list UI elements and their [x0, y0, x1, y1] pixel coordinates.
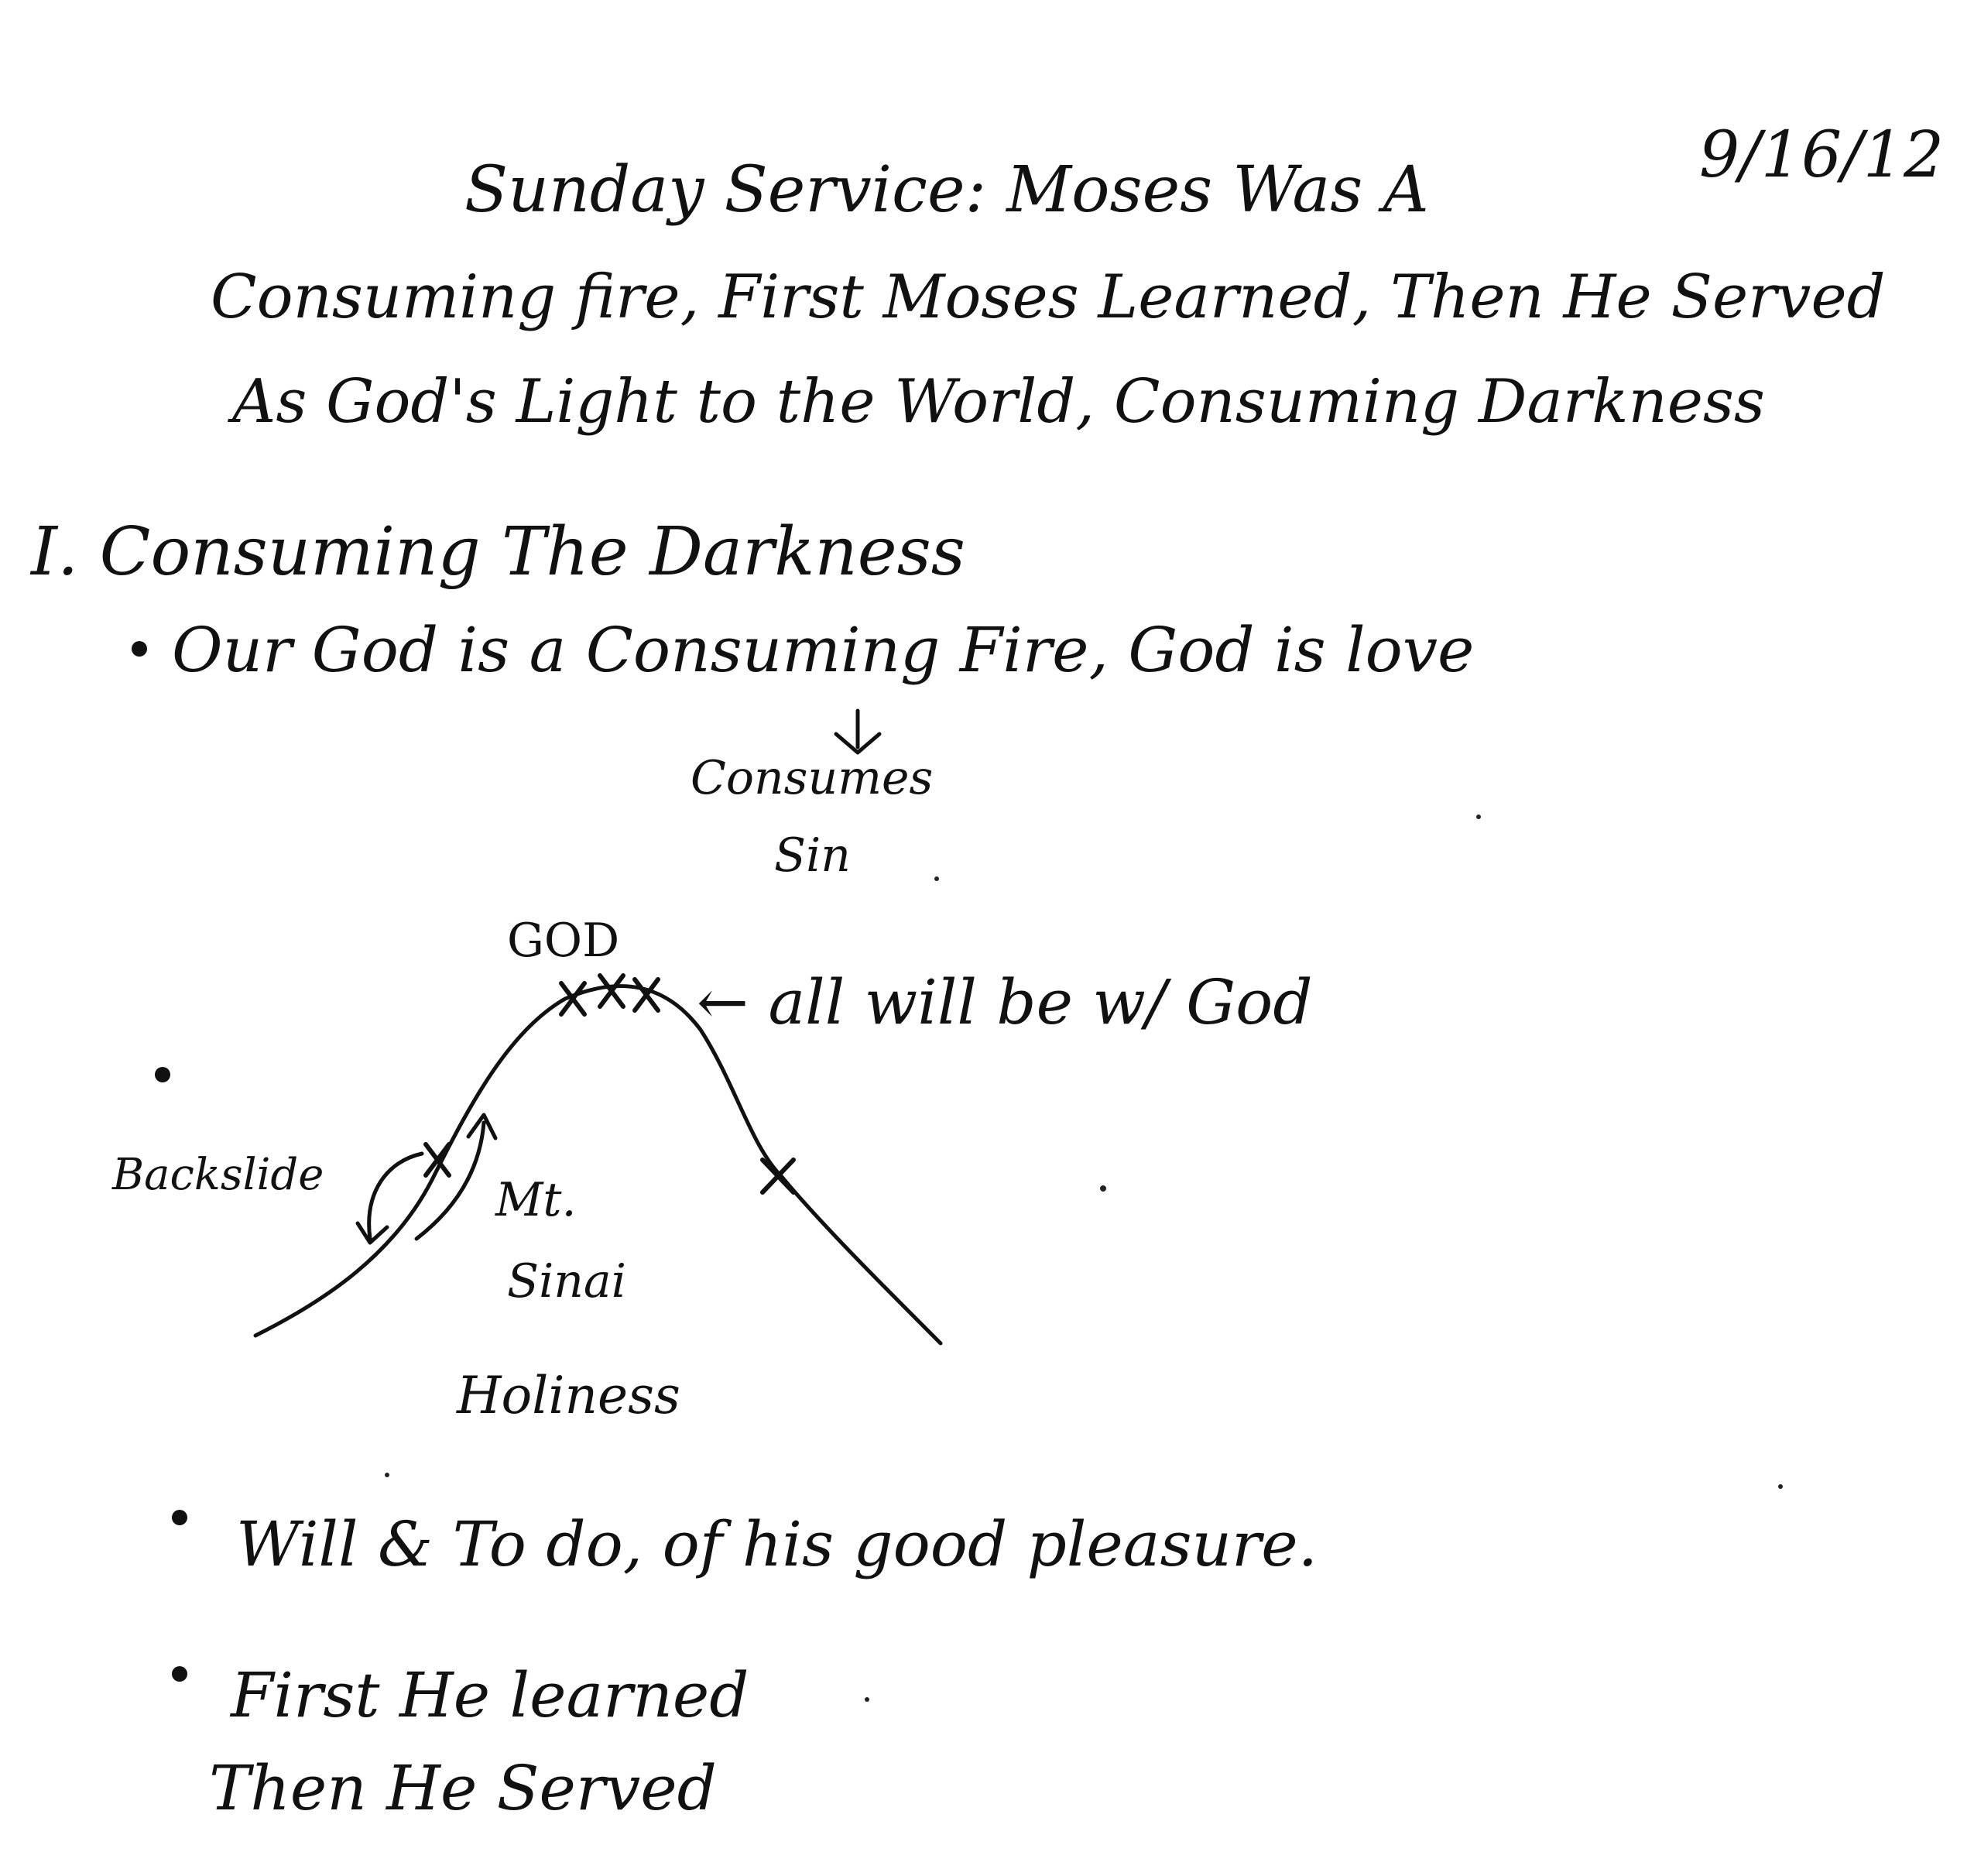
- backslide-arrow: [369, 1154, 422, 1239]
- section-heading: I. Consuming The Darkness: [31, 513, 965, 591]
- summit-x-3: [635, 979, 658, 1010]
- mountain-label-mt: Mt.: [495, 1173, 577, 1227]
- backslide-label: Backslide: [112, 1150, 324, 1200]
- sin-note: Sin: [774, 828, 851, 883]
- mountain-label-sinai: Sinai: [507, 1254, 626, 1308]
- bullet-3-line-1: First He learned: [231, 1659, 749, 1731]
- date: 9/16/12: [1699, 118, 1945, 192]
- backslide-arrow-head: [358, 1223, 387, 1243]
- god-label: GOD: [507, 914, 620, 968]
- bullet-2-text: Will & To do, of his good pleasure.: [236, 1508, 1318, 1580]
- mountain-curve: [255, 986, 941, 1343]
- title-line-2: Consuming fire, First Moses Learned, Then He Served: [211, 262, 1886, 332]
- bullet-3-line-2: Then He Served: [209, 1752, 717, 1824]
- arrow-note: ← all will be w/ God: [697, 966, 1313, 1038]
- bullet-1-text: Our God is a Consuming Fire, God is love: [172, 614, 1475, 686]
- consumes-note: Consumes: [691, 751, 934, 805]
- climb-arrow: [416, 1123, 484, 1239]
- summit-x-2: [600, 976, 623, 1007]
- title-line-1: Sunday Service: Moses Was A: [464, 153, 1429, 227]
- slope-x-right: [763, 1160, 793, 1192]
- holiness-caption: Holiness: [457, 1366, 680, 1425]
- title-line-3: As God's Light to the World, Consuming Darkness: [232, 367, 1765, 437]
